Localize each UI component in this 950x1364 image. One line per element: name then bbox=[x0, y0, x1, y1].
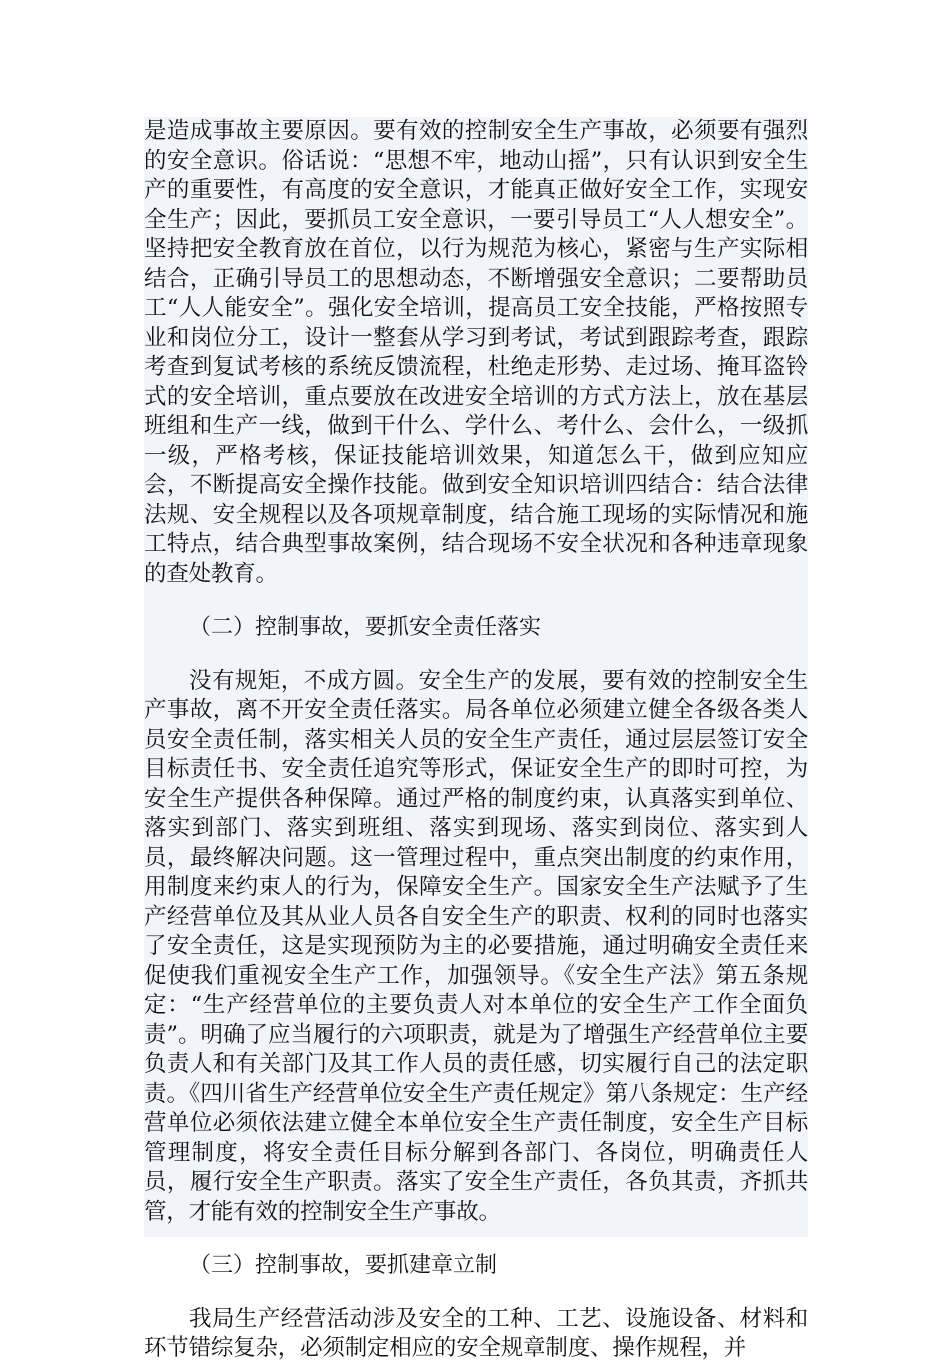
paragraph-spacer bbox=[144, 643, 808, 667]
section-heading-regulations: （三）控制事故，要抓建章立制 bbox=[189, 1253, 498, 1278]
paragraph-safety-awareness: 是造成事故主要原因。要有效的控制安全生产事故，必须要有强烈的安全意识。俗话说：“思想不牢，地动山摇”，只有认识到安全生产的重要性，有高度的安全意识，才能真正做好安全工作，实现安全生产；因此，要抓员工安全意识，一要引导员工“人人想安全”。坚持把安全教育放在首位，以行为规范为核心，紧密与生产实际相结合，正确引导员工的思想动态，不断增强安全意识；二要帮助员工“人人能安全”。强化安全培训，提高员工安全技能，严格按照专业和岗位分工，设计一整套从学习到考试，考试到跟踪考查，跟踪考查到复试考核的系统反馈流程，杜绝走形势、走过场、掩耳盗铃式的安全培训，重点要放在改进安全培训的方式方法上，放在基层班组和生产一线，做到干什么、学什么、考什么、会什么，一级抓一级，严格考核，保证技能培训效果，知道怎么干，做到应知应会，不断提高安全操作技能。做到安全知识培训四结合：结合法律法规、安全规程以及各项规章制度，结合施工现场的实际情况和施工特点，结合典型事故案例，结合现场不安全状况和各种违章现象的查处教育。 bbox=[144, 118, 808, 587]
paragraph-responsibility: 没有规矩，不成方圆。安全生产的发展，要有效的控制安全生产事故，离不开安全责任落实。局各单位必须建立健全各级各类人员安全责任制，落实相关人员的安全生产责任，通过层层签订安全目标责任书、安全责任追究等形式，保证安全生产的即时可控，为安全生产提供各种保障。通过严格的制度约束，认真落实到单位、落实到部门、落实到班组、落实到现场、落实到岗位、落实到人员，最终解决问题。这一管理过程中，重点突出制度的约束作用，用制度来约束人的行为，保障安全生产。国家安全生产法赋予了生产经营单位及其从业人员各自安全生产的职责、权利的同时也落实了安全责任，这是实现预防为主的必要措施，通过明确安全责任来促使我们重视安全生产工作，加强领导。《安全生产法》第五条规定：“生产经营单位的主要负责人对本单位的安全生产工作全面负责”。明确了应当履行的六项职责，就是为了增强生产经营单位主要负责人和有关部门及其工作人员的责任感，切实履行自己的法定职责。《四川省生产经营单位安全生产责任规定》第八条规定：生产经营单位必须依法建立健全本单位安全生产责任制度，安全生产目标管理制度，将安全责任目标分解到各部门、各岗位，明确责任人员，履行安全生产职责。落实了安全生产责任，各负其责，齐抓共管，才能有效的控制安全生产事故。 bbox=[144, 667, 808, 1225]
paragraph-spacer bbox=[144, 1227, 808, 1251]
paragraph-spacer bbox=[144, 1281, 808, 1305]
paragraph-regulations: 我局生产经营活动涉及安全的工种、工艺、设施设备、材料和环节错综复杂，必须制定相应的安全规章制度、操作规程，并 bbox=[144, 1305, 808, 1361]
paragraph-spacer bbox=[144, 589, 808, 613]
section-heading-responsibility: （二）控制事故，要抓安全责任落实 bbox=[189, 615, 542, 640]
document-body bbox=[144, 117, 808, 1361]
